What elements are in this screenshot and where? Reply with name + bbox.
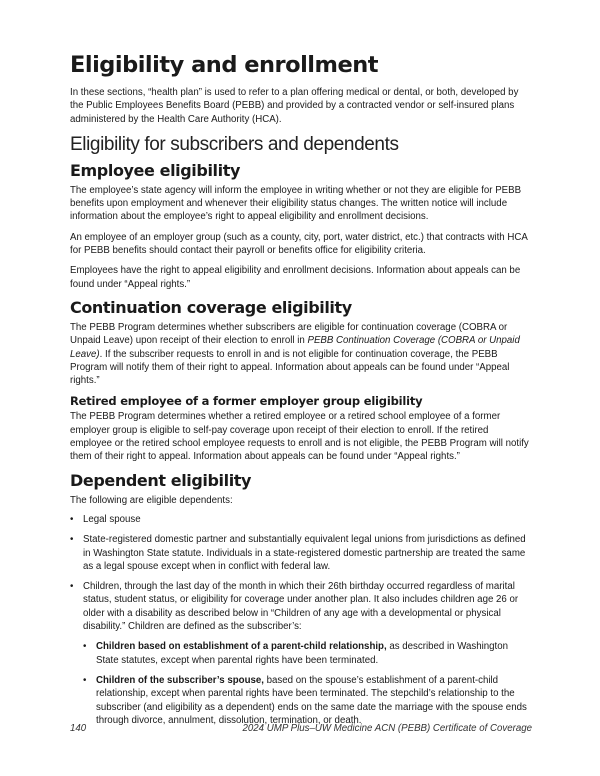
list-item xyxy=(70,580,532,727)
bullet-icon: • xyxy=(70,513,74,525)
sublist-item-text: as described in Washington State statutes, except when parental rights have been terminated. xyxy=(96,641,509,666)
bullet-icon: • xyxy=(70,581,74,593)
children-sublist xyxy=(83,640,532,727)
bullet-icon: • xyxy=(83,641,87,653)
employee-paragraph-1: The employee’s state agency will inform the employee in writing whether or not they are eligible for PEBB benefits upon employment and whenever their eligibility status changes. The written notice will include information about the employee’s right to appeal eligibility and enrollment decisions. xyxy=(70,184,522,223)
continuation-text-b: . If the subscriber requests to enroll in and is not eligible for continuation coverage, the PEBB Program will notify them of their right to appeal. Information about appeals can be found under “Appeal rights.” xyxy=(70,348,510,387)
sublist-item xyxy=(83,674,532,727)
dependent-list xyxy=(70,513,532,727)
dependent-eligibility-heading: Dependent eligibility xyxy=(70,470,252,490)
footer-doc-title: 2024 UMP Plus–UW Medicine ACN (PEBB) Certificate of Coverage xyxy=(242,723,532,734)
sublist-item-bold: Children of the subscriber’s spouse, xyxy=(96,674,264,686)
dependent-intro: The following are eligible dependents: xyxy=(70,494,233,506)
section-title: Eligibility for subscribers and dependents xyxy=(70,133,399,155)
list-item xyxy=(70,513,532,526)
page-heading: Eligibility and enrollment xyxy=(70,52,378,78)
bullet-icon: • xyxy=(70,534,74,546)
list-item-text: Legal spouse xyxy=(83,513,141,525)
retired-paragraph: The PEBB Program determines whether a retired employee or a retired school employee of a former employer group is eligible to self-pay coverage upon receipt of their election to enroll. If the retired employee or the retired school employee requests to enroll and is not eligible, the PEBB Program will notify them of their right to appeal. Information about appeals can be found under “Appeal rights.” xyxy=(70,411,529,463)
intro-paragraph: In these sections, “health plan” is used to refer to a plan offering medical or dental, or both, developed by the Public Employees Benefits Board (PEBB) and provided by a contracted vendor or self-insured plans administered by the Health Care Authority (HCA). xyxy=(70,87,519,125)
sublist-item-text: based on the spouse’s establishment of a parent-child relationship, except when parental rights have been terminated. The stepchild’s relationship to the subscriber (and eligibility as a dependent) ends on the same date the marriage with the spouse ends through divorce, annulment, dissolution, termination, or death. xyxy=(96,674,527,726)
list-item-text: Children, through the last day of the month in which their 26th birthday occurred regardless of marital status, student status, or eligibility for coverage under another plan. It also includes children age 26 or older with a disability as described below in “Children of any age with a developmental or physical disability.” Children are defined as the subscriber’s: xyxy=(83,581,519,633)
list-item-text: State-registered domestic partner and substantially equivalent legal unions from jurisdictions as defined in Washington State statute. Individuals in a state-registered domestic partnership are treated the same as a legal spouse except when in conflict with federal law. xyxy=(83,534,526,572)
continuation-eligibility-heading: Continuation coverage eligibility xyxy=(70,297,352,317)
sublist-item xyxy=(83,640,532,667)
page-content xyxy=(70,52,532,734)
employee-paragraph-2: An employee of an employer group (such as a county, city, port, water district, etc.) that contracts with HCA for PEBB benefits should contact their payroll or benefits office for eligibility criteria. xyxy=(70,231,528,257)
continuation-paragraph xyxy=(70,321,532,387)
page-number: 140 xyxy=(70,723,87,734)
bullet-icon: • xyxy=(83,674,87,686)
retired-eligibility-heading: Retired employee of a former employer group eligibility xyxy=(70,394,423,409)
list-item xyxy=(70,533,532,573)
continuation-form-name: PEBB Continuation Coverage (COBRA or Unpaid Leave) xyxy=(70,335,520,360)
sublist-item-bold: Children based on establishment of a parent-child relationship, xyxy=(96,641,387,653)
employee-eligibility-heading: Employee eligibility xyxy=(70,160,240,180)
continuation-text-a: The PEBB Program determines whether subscribers are eligible for continuation coverage (COBRA or Unpaid Leave) upon receipt of their election to enroll in xyxy=(70,321,508,347)
employee-paragraph-3: Employees have the right to appeal eligibility and enrollment decisions. Information about appeals can be found under “Appeal rights.” xyxy=(70,265,521,290)
